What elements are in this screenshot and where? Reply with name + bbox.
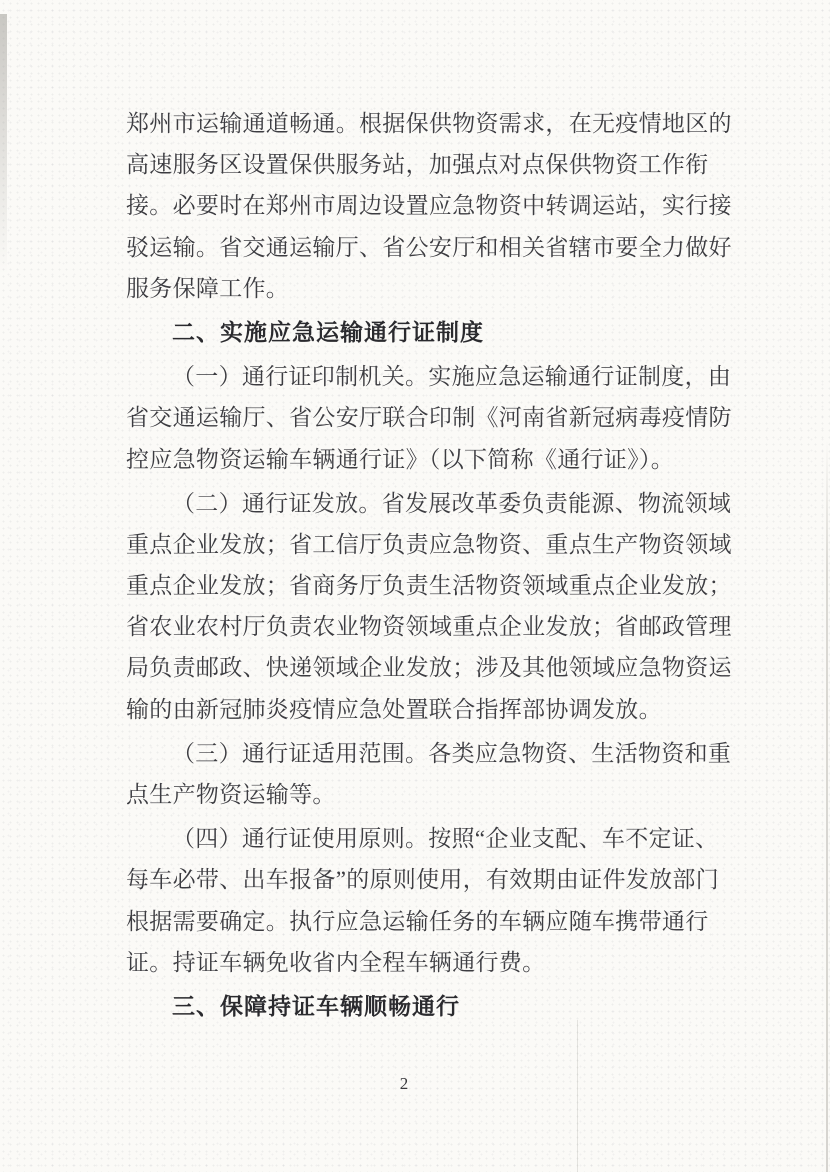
scan-edge-left (0, 14, 7, 274)
item4-line: （四）通行证使用原则。按照“企业支配、车不定证、 (172, 826, 719, 852)
intro-paragraph-line: 驳运输。省交通运输厅、省公安厅和相关省辖市要全力做好 (126, 234, 732, 260)
item4-line: 证。持证车辆免收省内全程车辆通行费。 (126, 949, 546, 975)
intro-paragraph-line: 服务保障工作。 (126, 275, 290, 301)
document-body (126, 103, 732, 1027)
item2-line: （二）通行证发放。省发展改革委负责能源、物流领域 (172, 490, 732, 516)
item3-line: 点生产物资运输等。 (126, 782, 336, 807)
intro-paragraph-line: 郑州市运输通道畅通。根据保供物资需求，在无疫情地区的 (126, 111, 732, 136)
item2-line: 局负责邮政、快递领域企业发放；涉及其他领域应急物资运 (126, 655, 732, 681)
item2-line: 输的由新冠肺炎疫情应急处置联合指挥部协调发放。 (126, 696, 662, 722)
item4-line: 根据需要确定。执行应急运输任务的车辆应随车携带通行 (126, 908, 709, 934)
scan-fold-line (577, 1020, 578, 1172)
item2-line: 重点企业发放；省工信厅负责应急物资、重点生产物资领域 (126, 531, 732, 557)
item1-line: 控应急物资运输车辆通行证》（以下简称《通行证》）。 (126, 446, 674, 472)
intro-paragraph-line: 接。必要时在郑州市周边设置应急物资中转调运站，实行接 (126, 193, 732, 219)
item4-line: 每车必带、出车报备”的原则使用，有效期由证件发放部门 (126, 867, 720, 893)
page-number: 2 (399, 1074, 409, 1093)
section-heading-2: 二、实施应急运输通行证制度 (172, 318, 484, 345)
item2-line: 重点企业发放；省商务厅负责生活物资领域重点企业发放； (126, 573, 732, 599)
item1-line: 省交通运输厅、省公安厅联合印制《河南省新冠病毒疫情防 (126, 405, 732, 431)
item2-line: 省农业农村厅负责农业物资领域重点企业发放；省邮政管理 (126, 614, 732, 640)
scan-edge-right (826, 440, 828, 1172)
item1-line: （一）通行证印制机关。实施应急运输通行证制度，由 (172, 364, 732, 390)
item3-line: （三）通行证适用范围。各类应急物资、生活物资和重 (172, 740, 732, 766)
section-heading-3: 三、保障持证车辆顺畅通行 (172, 992, 460, 1019)
intro-paragraph-line: 高速服务区设置保供服务站，加强点对点保供物资工作衔 (126, 152, 709, 178)
